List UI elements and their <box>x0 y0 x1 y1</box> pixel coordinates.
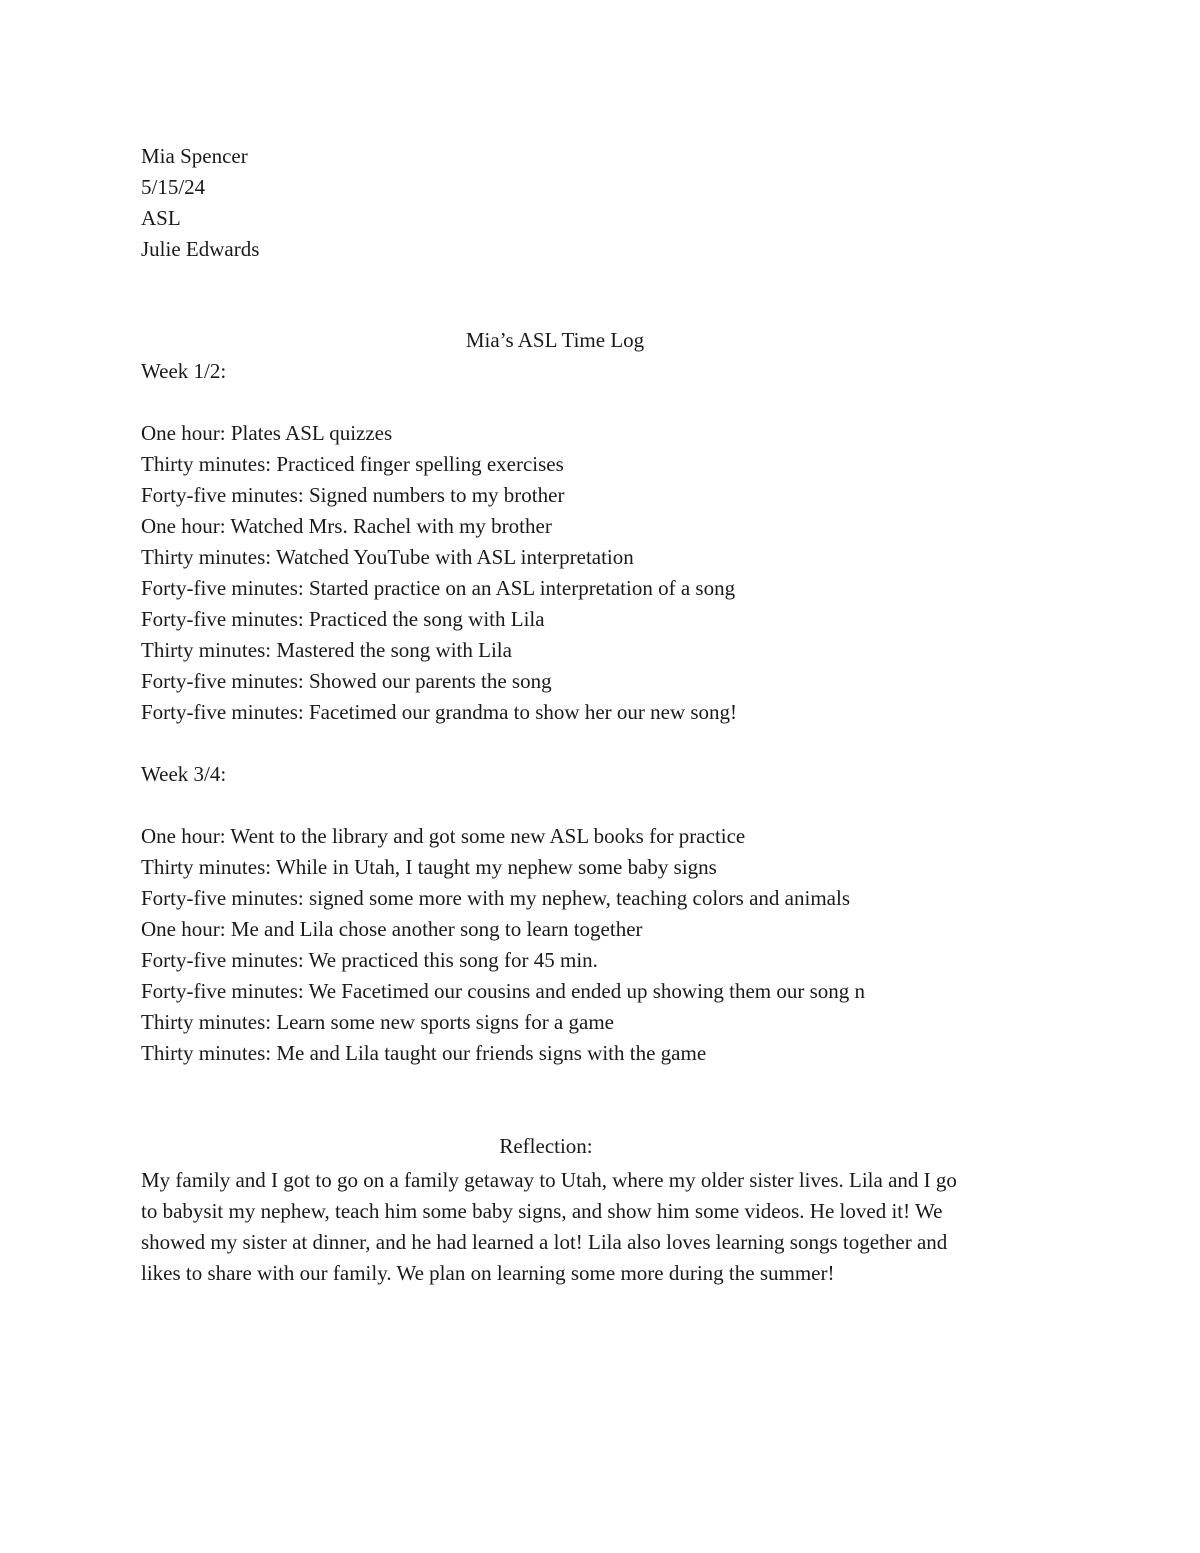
log-entry: Forty-five minutes: Practiced the song with Lila <box>141 607 545 631</box>
teacher-name: Julie Edwards <box>141 237 260 261</box>
log-entry: One hour: Me and Lila chose another song to learn together <box>141 917 643 941</box>
log-entry: One hour: Went to the library and got some new ASL books for practice <box>141 824 746 848</box>
log-entry: Forty-five minutes: Facetimed our grandma to show her our new song! <box>141 700 738 724</box>
log-entry: Thirty minutes: Learn some new sports signs for a game <box>141 1010 614 1034</box>
log-entry: Thirty minutes: Mastered the song with Lila <box>141 638 512 662</box>
document-title: Mia’s ASL Time Log <box>465 328 645 352</box>
reflection-heading: Reflection: <box>499 1134 593 1158</box>
reflection-paragraph <box>141 1165 1071 1289</box>
log-entry: Forty-five minutes: We Facetimed our cousins and ended up showing them our song n <box>141 979 866 1003</box>
week1-heading: Week 1/2: <box>141 359 227 383</box>
log-entry: Forty-five minutes: signed some more with my nephew, teaching colors and animals <box>141 886 850 910</box>
log-entry: Forty-five minutes: Showed our parents the song <box>141 669 552 693</box>
log-entry: Thirty minutes: Practiced finger spelling exercises <box>141 452 564 476</box>
log-entry: Forty-five minutes: Started practice on an ASL interpretation of a song <box>141 576 736 600</box>
log-entry: Forty-five minutes: Signed numbers to my brother <box>141 483 565 507</box>
log-entry: One hour: Watched Mrs. Rachel with my brother <box>141 514 552 538</box>
student-name: Mia Spencer <box>141 144 248 168</box>
reflection-line: My family and I got to go on a family getaway to Utah, where my older sister lives. Lila and I go <box>141 1168 957 1192</box>
reflection-line: likes to share with our family. We plan on learning some more during the summer! <box>141 1261 835 1285</box>
reflection-line: to babysit my nephew, teach him some baby signs, and show him some videos. He loved it! We <box>141 1199 943 1223</box>
log-entry: Thirty minutes: Watched YouTube with ASL interpretation <box>141 545 634 569</box>
course: ASL <box>141 206 181 230</box>
date: 5/15/24 <box>141 175 206 199</box>
week2-heading: Week 3/4: <box>141 762 227 786</box>
log-entry: Forty-five minutes: We practiced this song for 45 min. <box>141 948 598 972</box>
log-entry: Thirty minutes: While in Utah, I taught my nephew some baby signs <box>141 855 717 879</box>
log-entry: One hour: Plates ASL quizzes <box>141 421 393 445</box>
log-entry: Thirty minutes: Me and Lila taught our friends signs with the game <box>141 1041 707 1065</box>
reflection-line: showed my sister at dinner, and he had learned a lot! Lila also loves learning songs together and <box>141 1230 948 1254</box>
